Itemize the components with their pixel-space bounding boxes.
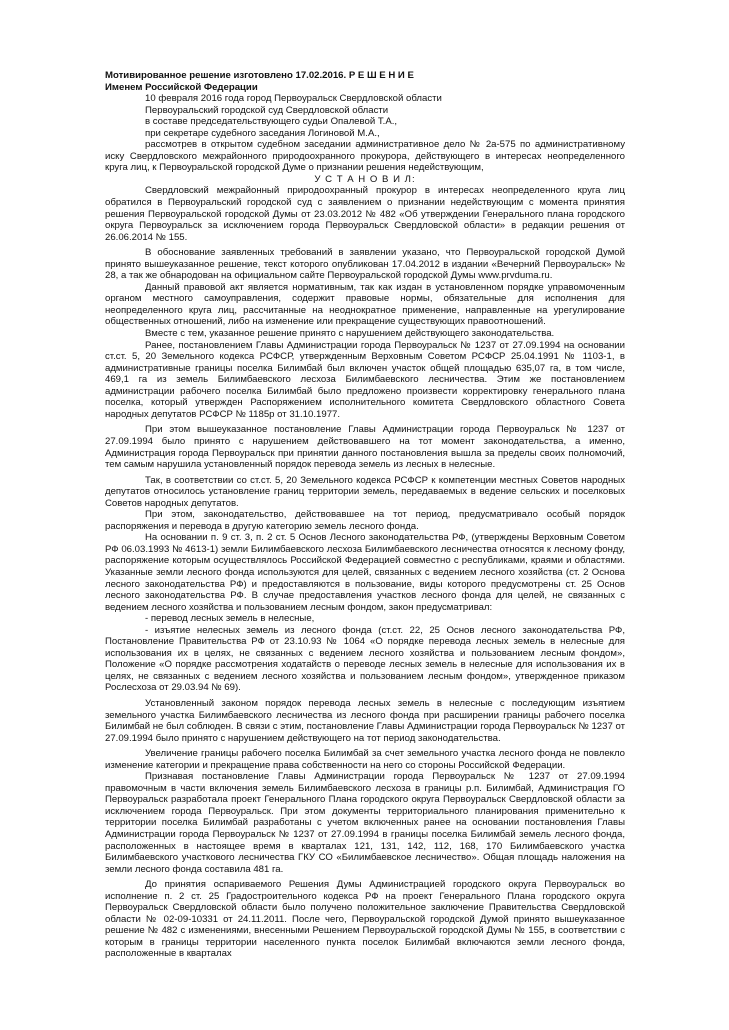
intro-line-date: 10 февраля 2016 года город Первоуральск Свердловской области [145, 93, 442, 105]
paragraph: Увеличение границы рабочего поселка Билимбай за счет земельного участка лесного фонда не повлекло изменение категории и прекращение права собственности на него со стороны Российской Федерации. [105, 748, 625, 771]
paragraph: Установленный законом порядок перевода лесных земель в нелесные с последующим изъятием земельного участка Билимбаевского лесничества из лесного фонда при расширении границы рабочего поселка Билимбай не был соблюден. В связи с этим, постановление Главы Администрации города Первоуральск № 1237 от 27.09.1994 было принято с нарушением действующего на тот период законодательства. [105, 697, 625, 744]
decision-heading: Мотивированное решение изготовлено 17.02.2016. Р Е Ш Е Н И Е [105, 70, 414, 81]
paragraph: Так, в соответствии со ст.ст. 5, 20 Земельного кодекса РСФСР к компетенции местных Советов народных депутатов относилось установление границ территории земель, передаваемых в ведение сельских и поселковых Советов народных депутатов. [105, 474, 625, 509]
paragraph: В обоснование заявленных требований в заявлении указано, что Первоуральской городской Думой принято вышеуказанное решение, текст которого опубликован 17.04.2012 в издании «Вечерний Первоуральск» № 28, а так же обнародован на официальном сайте Первоуральской городской Думы www.prvduma.ru. [105, 247, 625, 282]
paragraph: Данный правовой акт является нормативным, так как издан в установленном порядке управомоченным органом местного самоуправления, содержит правовые нормы, обязательные для исполнения для неопределенного круга лиц, рассчитанные на неоднократное применение, направленные на урегулирование общественных отношений, либо на изменение или прекращение существующих правоотношений. [105, 281, 625, 328]
paragraph: При этом вышеуказанное постановление Главы Администрации города Первоуральск № 1237 от 27.09.1994 было принято с нарушением действовавшего на тот момент законодательства, а именно, Администрация города Первоуральск при принятии данного постановления вышла за пределы своих полномочий, тем самым нарушила установленный порядок перевода земель из лесных в нелесные. [105, 424, 625, 471]
paragraph: До принятия оспариваемого Решения Думы Администрацией городского округа Первоуральск во исполнение п. 2 ст. 25 Градостроительного кодекса РФ на проект Генерального Плана городского округа Первоуральск Свердловской области было получено положительное заключение Правительства Свердловской области № 02-09-10331 от 24.11.2011. После чего, Первоуральской городской Думой принято вышеуказанное решение № 482 с изменениями, внесенными Решением Первоуральской городской Думы № 155, в соответствии с которым в границы территории населенного пункта поселок Билимбай включаются земли лесного фонда, расположенные в кварталах [105, 879, 625, 960]
list-item-dash: - изъятие нелесных земель из лесного фонда (ст.ст. 22, 25 Основ лесного законодательства РФ, Постановление Правительства РФ от 23.10.93 № 1064 «О порядке перевода лесных земель в нелесные для использования их в целях, не связанных с ведением лесного хозяйства и пользованием лесным фондом», Положение «О порядке рассмотрения ходатайств о переводе лесных земель в нелесные для использования их в целях, не связанных с ведением лесного хозяйства и пользованием лесным фондом», утвержденное приказом Рослесхоза от 29.03.94 № 69). [105, 624, 625, 694]
intro-line-secretary: при секретаре судебного заседания Логиновой М.А., [145, 127, 380, 139]
name-of-federation-heading: Именем Российской Федерации [105, 81, 258, 93]
intro-case-paragraph: рассмотрев в открытом судебном заседании административное дело № 2а-575 по административному иску Свердловского межрайонного природоохранного прокурора, действующего в интересах неопределенного круга лиц, к Первоуральской городской Думе о признании решения недействующим, [105, 139, 625, 174]
paragraph: Признавая постановление Главы Администрации города Первоуральск № 1237 от 27.09.1994 правомочным в части включения земель Билимбаевского лесхоза в границы р.п. Билимбай, Администрация ГО Первоуральск разработала проект Генерального Плана городского округа Первоуральск Свердловской области за исключением города Первоуральск. При этом документы территориального планирования применительно к территории поселка Билимбай разработаны с учетом включенных ранее на основании постановления Главы Администрации города Первоуральск № 1237 от 27.09.1994 в границы поселка Билимбай земель лесного фонда, расположенных в настоящее время в кварталах 121, 131, 142, 112, 168, 170 Билимбаевского участка Билимбаевского участкового лесничества ГКУ СО «Билимбаевское лесничество». Общая площадь наложения на земли лесного фонда составила 481 га. [105, 771, 625, 875]
intro-line-judge: в составе председательствующего судьи Опалевой Т.А., [145, 116, 398, 128]
paragraph: Свердловский межрайонный природоохранный прокурор в интересах неопределенного круга лиц обратился в Первоуральский городской суд с заявлением о признании недействующим с момента принятия решения Первоуральской городской Думы от 23.03.2012 № 482 «Об утверждении Генерального плана городского округа Первоуральск за исключением города Первоуральск Свердловской области» в редакции решения от 26.06.2014 № 155. [105, 185, 625, 243]
paragraph: Вместе с тем, указанное решение принято с нарушением действующего законодательства. [145, 328, 555, 340]
paragraph: При этом, законодательство, действовавшее на тот период, предусматривало особый порядок распоряжения и перевода в другую категорию земель лесного фонда. [105, 509, 625, 532]
list-item-dash: - перевод лесных земель в нелесные, [145, 613, 315, 625]
intro-line-court: Первоуральский городской суд Свердловской области [145, 104, 389, 116]
paragraph: Ранее, постановлением Главы Администрации города Первоуральск № 1237 от 27.09.1994 на основании ст.ст. 5, 20 Земельного кодекса РСФСР, утвержденным Верховным Советом РСФСР 25.04.1991 № 1103-1, в административные границы поселка Билимбай был включен участок общей площадью 635,07 га, в том числе, 469,1 га из земель Билимбаевского лесхоза Билимбаевского лесничества. Этим же постановлением администрации рабочего поселка Билимбай было предложено произвести корректировку генерального плана поселка, который утвержден Распоряжением исполнительного комитета Свердловского областного Совета народных депутатов РСФСР № 1185р от 31.10.1977. [105, 339, 625, 420]
paragraph: На основании п. 9 ст. 3, п. 2 ст. 5 Основ Лесного законодательства РФ, (утверждены Верховным Советом РФ 06.03.1993 № 4613-1) земли Билимбаевского лесхоза Билимбаевского лесничества относятся к лесному фонду, распоряжение которым осуществлялось Российской Федерацией совместно с республиками, краями и областями. Указанные земли лесного фонда используются для целей, связанных с ведением лесного хозяйства (ст. 2 Основа лесного законодательства РФ) и предоставляются в пользование, виды которого предусмотрены ст. 25 Основ лесного законодательства РФ. В случае предоставления участков лесного фонда для целей, не связанных с ведением лесного хозяйства и пользованием лесным фондом, закон предусматривал: [105, 532, 625, 613]
established-heading: У С Т А Н О В И Л: [314, 173, 416, 185]
